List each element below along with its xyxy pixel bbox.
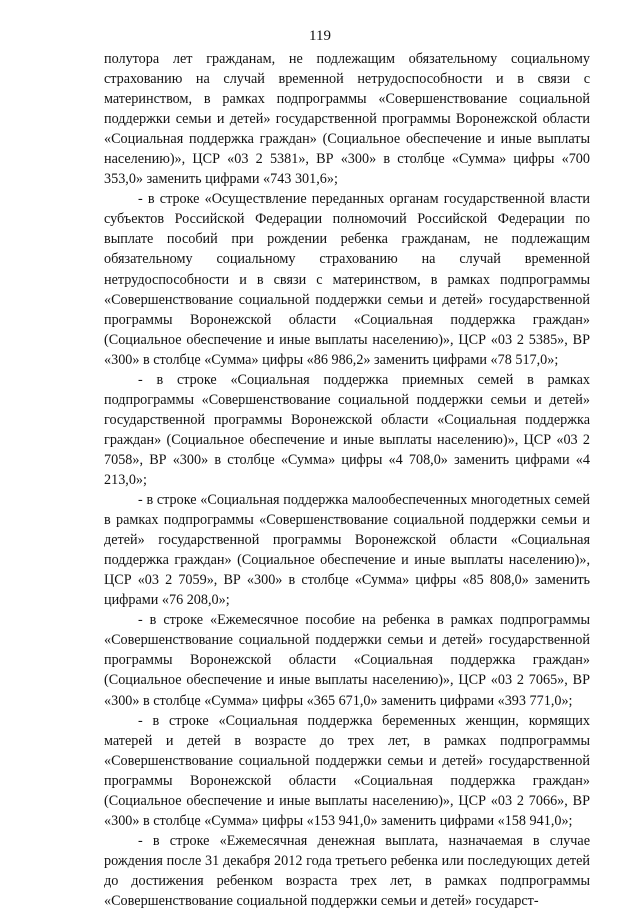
- paragraph-continuation: полутора лет гражданам, не подлежащим обязательному социальному страхованию на случай временной нетрудоспособности и в связи с материнством, в рамках подпрограммы «Совершенствование социальной поддержки семьи и детей» государственной программы Воронежской области «Социальная поддержка граждан» (Социальное обеспечение и иные выплаты населению)», ЦСР «03 2 5381», ВР «300» в столбце «Сумма» цифры «700 353,0» заменить цифрами «743 301,6»;: [104, 51, 590, 188]
- paragraph-item-pregnant-women-support: - в строке «Социальная поддержка беременных женщин, кормящих матерей и детей в возрасте до трех лет, в рамках подпрограммы «Совершенствование социальной поддержки семьи и детей» государственной программы Воронежской области «Социальная поддержка граждан» (Социальное обеспечение и иные выплаты населению)», ЦСР «03 2 7066», ВР «300» в столбце «Сумма» цифры «153 941,0» заменить цифрами «158 941,0»;: [104, 712, 590, 829]
- paragraph-item-childbirth-allowance: - в строке «Осуществление переданных органам государственной власти субъектов Российской Федерации полномочий Российской Федерации по выплате пособий при рождении ребенка гражданам, не подлежащим обязательному социальному страхованию на случай временной нетрудоспособности и в связи с материнством, в рамках подпрограммы «Совершенствование социальной поддержки семьи и детей» государственной программы Воронежской области «Социальная поддержка граждан» (Социальное обеспечение и иные выплаты населению)», ЦСР «03 2 5385», ВР «300» в столбце «Сумма» цифры «86 986,2» заменить цифрами «78 517,0»;: [104, 191, 590, 368]
- paragraph-item-third-child-payment: - в строке «Ежемесячная денежная выплата, назначаемая в случае рождения после 31 декабря 2012 года третьего ребенка или последующих детей до достижения ребенком возраста трех лет, в рамках подпрограммы «Совершенствование социальной поддержки семьи и детей» государст-: [104, 832, 590, 909]
- page-number: 119: [309, 28, 331, 44]
- document-body: [104, 49, 590, 911]
- paragraph-item-monthly-child-allowance: - в строке «Ежемесячное пособие на ребенка в рамках подпрограммы «Совершенствование социальной поддержки семьи и детей» государственной программы Воронежской области «Социальная поддержка граждан» (Социальное обеспечение и иные выплаты населению)», ЦСР «03 2 7065», ВР «300» в столбце «Сумма» цифры «365 671,0» заменить цифрами «393 771,0»;: [104, 612, 590, 709]
- paragraph-item-large-families: - в строке «Социальная поддержка малообеспеченных многодетных семей в рамках подпрограммы «Совершенствование социальной поддержки семьи и детей» государственной программы Воронежской области «Социальная поддержка граждан» (Социальное обеспечение и иные выплаты населению)», ЦСР «03 2 7059», ВР «300» в столбце «Сумма» цифры «85 808,0» заменить цифрами «76 208,0»;: [104, 492, 590, 609]
- paragraph-item-foster-families: - в строке «Социальная поддержка приемных семей в рамках подпрограммы «Совершенствование социальной поддержки семьи и детей» государственной программы Воронежской области «Социальная поддержка граждан» (Социальное обеспечение и иные выплаты населению)», ЦСР «03 2 7058», ВР «300» в столбце «Сумма» цифры «4 708,0» заменить цифрами «4 213,0»;: [104, 371, 590, 488]
